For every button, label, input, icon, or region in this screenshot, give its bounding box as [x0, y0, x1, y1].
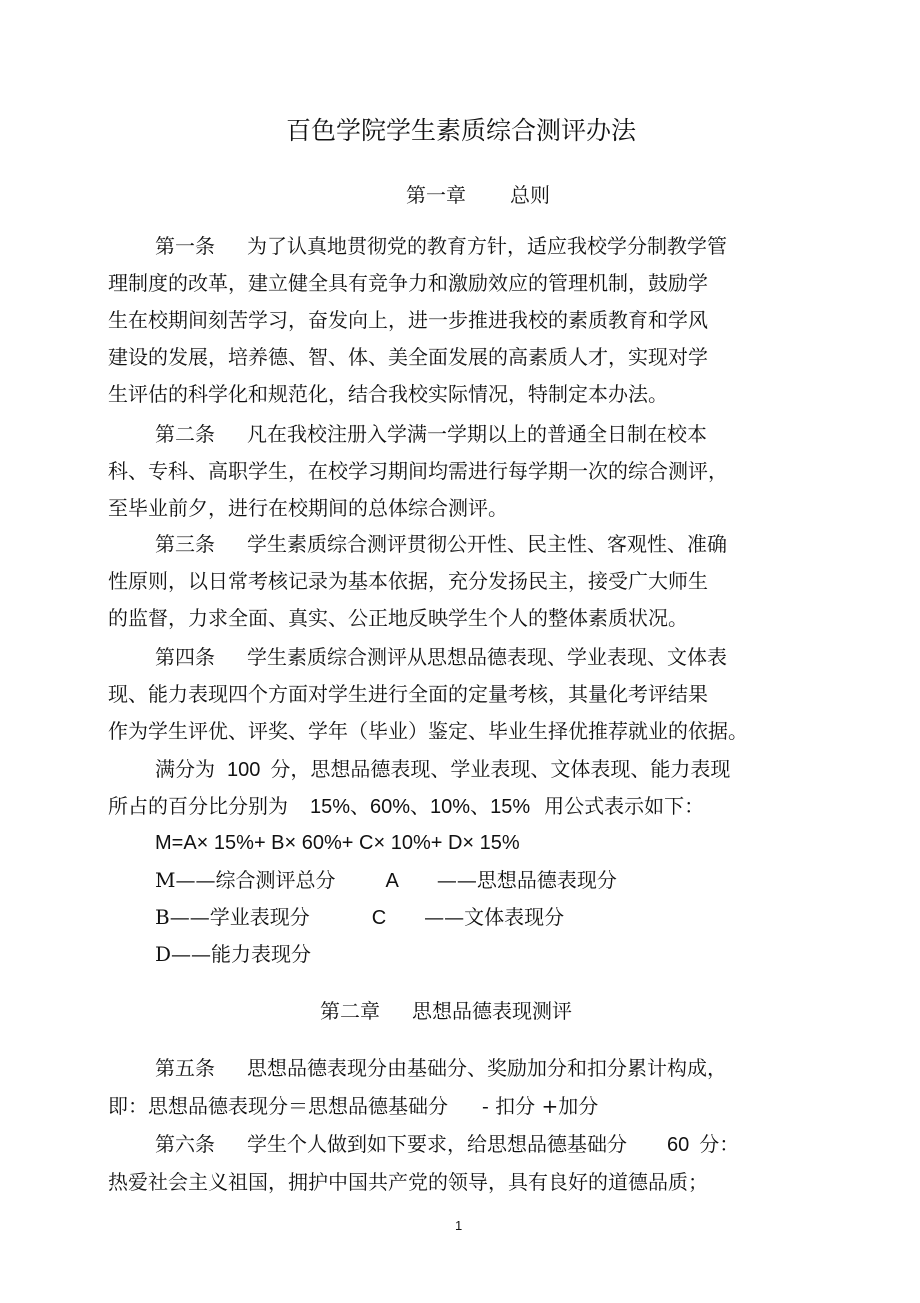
doc-title: 百色学院学生素质综合测评办法: [286, 116, 637, 145]
chapter-name: 总则: [510, 183, 550, 207]
chapter-heading: [320, 999, 572, 1023]
article-text: 凡在我校注册入学满一学期以上的普通全日制在校本: [247, 422, 707, 446]
chapter-number: 第一章: [406, 183, 466, 207]
article-text: 思想品德表现分由基础分、奖励加分和扣分累计构成，: [247, 1056, 727, 1080]
article-line: 理制度的改革，建立健全具有竞争力和激励效应的管理机制，鼓励学: [108, 271, 708, 295]
legend-line: [155, 905, 564, 930]
formula: M=A× 15%+ B× 60%+ C× 10%+ D× 15%: [155, 832, 520, 854]
article-text: - 扣分 +加分: [482, 1094, 599, 1118]
legend-m: M——综合测评总分: [155, 868, 336, 892]
article-line: [155, 532, 727, 556]
article-line: 建设的发展，培养德、智、体、美全面发展的高素质人才，实现对学: [108, 345, 708, 369]
article-line: [155, 422, 707, 446]
article-text: 学生个人做到如下要求，给思想品德基础分: [247, 1132, 627, 1156]
article-line: 生评估的科学化和规范化，结合我校实际情况，特制定本办法。: [108, 382, 668, 406]
score-text: 分，思想品德表现、学业表现、文体表现、能力表现: [270, 757, 731, 781]
article-line: [155, 645, 727, 669]
chapter-number: 第二章: [320, 999, 380, 1023]
article-line: [155, 1056, 727, 1080]
article-text: 为了认真地贯彻党的教育方针，适应我校学分制教学管: [247, 234, 727, 258]
article-line: 性原则，以日常考核记录为基本依据，充分发扬民主，接受广大师生: [108, 569, 708, 593]
article-label: 第一条: [155, 234, 215, 258]
legend-line: D——能力表现分: [155, 942, 312, 966]
legend-a-desc: ——思想品德表现分: [436, 868, 617, 892]
article-line: 科、专科、高职学生，在校学习期间均需进行每学期一次的综合测评，: [108, 459, 728, 483]
score-text: 用公式表示如下：: [544, 794, 705, 818]
chapter-heading: [406, 183, 550, 207]
page-number: 1: [455, 1218, 463, 1233]
score-text: 所占的百分比分别为: [108, 794, 288, 818]
base-score: 60: [667, 1134, 690, 1156]
score-total: 100: [227, 759, 261, 781]
legend-c-desc: ——文体表现分: [424, 905, 565, 929]
article-label: 第三条: [155, 532, 215, 556]
article-line: 的监督，力求全面、真实、公正地反映学生个人的整体素质状况。: [108, 606, 688, 630]
chapter-name: 思想品德表现测评: [412, 999, 572, 1023]
article-line: 至毕业前夕，进行在校期间的总体综合测评。: [108, 496, 508, 520]
article-text: 学生素质综合测评从思想品德表现、学业表现、文体表: [247, 645, 727, 669]
score-weights: 15%、60%、10%、15%: [310, 796, 531, 818]
article-text: 学生素质综合测评贯彻公开性、民主性、客观性、准确: [247, 532, 727, 556]
legend-c-letter: C: [371, 907, 387, 929]
score-text: 满分为: [155, 757, 215, 781]
legend-b: B——学业表现分: [155, 905, 310, 929]
score-line: [108, 794, 704, 819]
article-text: 即：思想品德表现分＝思想品德基础分: [108, 1094, 448, 1118]
article-line: 现、能力表现四个方面对学生进行全面的定量考核，其量化考评结果: [108, 682, 708, 706]
article-label: 第二条: [155, 422, 215, 446]
legend-line: [155, 868, 617, 893]
article-label: 第六条: [155, 1132, 215, 1156]
legend-a-letter: A: [385, 870, 399, 892]
article-text: 分：: [699, 1132, 740, 1156]
article-line: [108, 1094, 598, 1118]
score-line: [155, 757, 730, 782]
article-line: 生在校期间刻苦学习，奋发向上，进一步推进我校的素质教育和学风: [108, 308, 708, 332]
article-label: 第五条: [155, 1056, 215, 1080]
article-line: [155, 1132, 739, 1157]
article-line: 作为学生评优、评奖、学年（毕业）鉴定、毕业生择优推荐就业的依据。: [108, 719, 748, 743]
article-label: 第四条: [155, 645, 215, 669]
article-line: [155, 234, 727, 258]
article-line: 热爱社会主义祖国，拥护中国共产党的领导，具有良好的道德品质；: [108, 1170, 708, 1194]
